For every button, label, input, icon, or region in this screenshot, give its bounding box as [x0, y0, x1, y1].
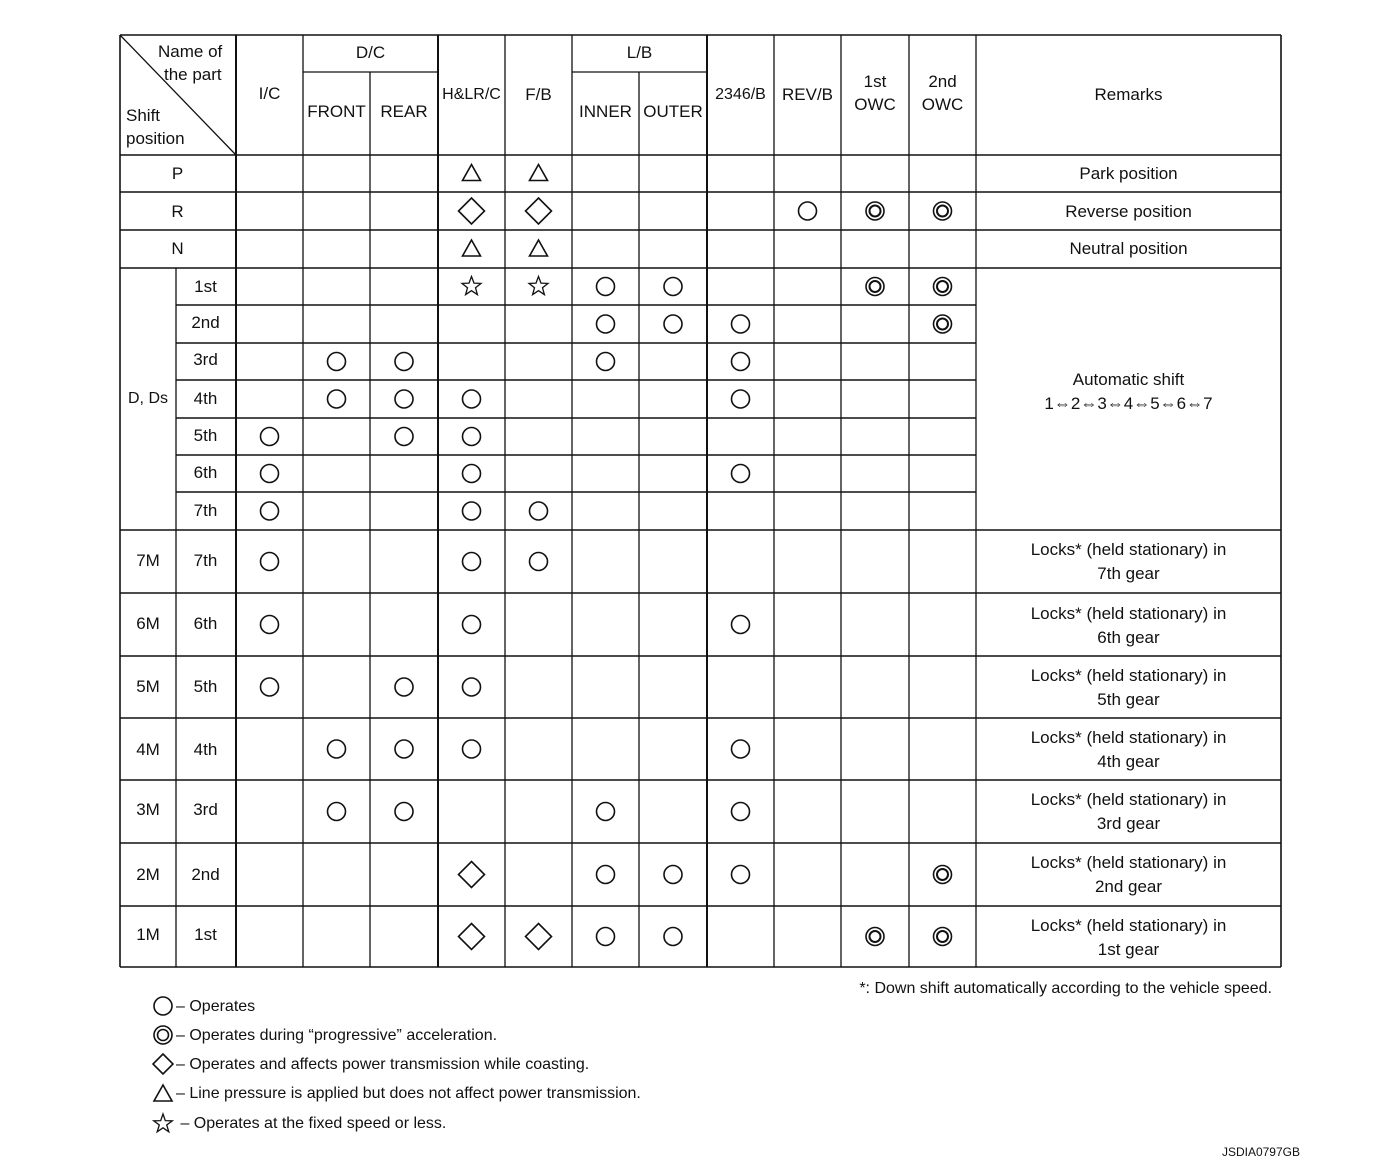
circle-symbol — [328, 390, 346, 408]
circle-symbol — [395, 390, 413, 408]
remark-3m: Locks* (held stationary) in 3rd gear — [1030, 790, 1227, 833]
corner-part-label: Name of the part — [158, 42, 223, 84]
legend-triangle: – Line pressure is applied but does not affect power transmission. — [152, 1084, 641, 1104]
double-symbol — [934, 866, 952, 884]
remark-automatic-shift: Automatic shift 1⇔2⇔3⇔4⇔5⇔6⇔7 — [1044, 370, 1213, 413]
circle-symbol — [328, 353, 346, 371]
circle-symbol — [261, 678, 279, 696]
circle-symbol — [732, 866, 750, 884]
circle-symbol — [597, 315, 615, 333]
row-label-d-5th: 5th — [193, 426, 218, 445]
row-label-4m-4th: 4th — [193, 740, 218, 759]
star-icon — [152, 1112, 176, 1132]
diamond-symbol — [526, 924, 552, 950]
circle-symbol — [799, 202, 817, 220]
circle-symbol — [261, 428, 279, 446]
row-label-d-2nd: 2nd — [191, 313, 220, 332]
remark-6m: Locks* (held stationary) in 6th gear — [1030, 604, 1227, 647]
col-header-2346b: 2346/B — [715, 86, 766, 103]
row-label-d-3rd: 3rd — [193, 350, 218, 369]
row-group-4m: 4M — [136, 740, 160, 759]
row-label-7m-7th: 7th — [193, 551, 218, 570]
circle-symbol — [732, 315, 750, 333]
diamond-symbol — [459, 862, 485, 888]
diamond-symbol — [459, 198, 485, 224]
circle-symbol — [395, 428, 413, 446]
double-symbol — [866, 928, 884, 946]
circle-symbol — [530, 553, 548, 571]
circle-symbol — [463, 616, 481, 634]
row-group-d-ds: D, Ds — [128, 390, 168, 407]
circle-symbol — [261, 616, 279, 634]
circle-symbol — [597, 353, 615, 371]
row-label-d-1st: 1st — [194, 277, 217, 296]
circle-symbol — [597, 866, 615, 884]
col-header-hlrc: H&LR/C — [442, 86, 501, 103]
remark-neutral: Neutral position — [1069, 239, 1188, 258]
circle-symbol — [463, 740, 481, 758]
star-symbol — [462, 277, 481, 295]
row-label-5m-5th: 5th — [193, 677, 218, 696]
remark-park: Park position — [1079, 164, 1178, 183]
star-symbol — [529, 277, 548, 295]
circle-symbol — [261, 465, 279, 483]
remark-2m: Locks* (held stationary) in 2nd gear — [1030, 853, 1227, 896]
circle-symbol — [463, 678, 481, 696]
double-symbol — [934, 315, 952, 333]
remark-5m: Locks* (held stationary) in 5th gear — [1030, 666, 1227, 709]
circle-symbol — [597, 803, 615, 821]
remark-4m: Locks* (held stationary) in 4th gear — [1030, 728, 1227, 771]
circle-symbol — [328, 740, 346, 758]
col-header-dc: D/C — [355, 43, 386, 62]
circle-symbol — [664, 928, 682, 946]
figure-code: JSDIA0797GB — [1221, 1145, 1300, 1159]
circle-symbol — [664, 866, 682, 884]
legend-double-circle: – Operates during “progressive” acceleration. — [152, 1026, 497, 1046]
triangle-symbol — [530, 240, 548, 256]
circle-symbol — [732, 740, 750, 758]
row-group-3m: 3M — [136, 800, 160, 819]
circle-symbol — [463, 502, 481, 520]
col-header-revb: REV/B — [781, 85, 834, 104]
legend-circle: – Operates — [152, 997, 255, 1017]
circle-symbol — [732, 353, 750, 371]
triangle-symbol — [463, 165, 481, 181]
double-circle-icon — [152, 1024, 176, 1044]
row-group-6m: 6M — [136, 614, 160, 633]
circle-symbol — [732, 465, 750, 483]
circle-symbol — [261, 502, 279, 520]
footnote: *: Down shift automatically according to the vehicle speed. — [859, 980, 1272, 997]
legend-star: – Operates at the fixed speed or less. — [152, 1114, 446, 1134]
row-label-d-4th: 4th — [193, 389, 218, 408]
circle-symbol — [395, 353, 413, 371]
col-header-remarks: Remarks — [1094, 85, 1163, 104]
circle-symbol — [732, 390, 750, 408]
circle-symbol — [732, 803, 750, 821]
circle-symbol — [261, 553, 279, 571]
row-label-2m-2nd: 2nd — [191, 865, 220, 884]
circle-symbol — [328, 803, 346, 821]
row-label-p: P — [171, 164, 184, 183]
row-group-7m: 7M — [136, 551, 160, 570]
row-label-1m-1st: 1st — [194, 925, 217, 944]
col-header-ic: I/C — [258, 84, 281, 103]
row-group-5m: 5M — [136, 677, 160, 696]
row-label-d-6th: 6th — [193, 463, 218, 482]
circle-symbol — [463, 553, 481, 571]
row-label-6m-6th: 6th — [193, 614, 218, 633]
col-header-fb: F/B — [525, 85, 552, 104]
remark-1m: Locks* (held stationary) in 1st gear — [1030, 916, 1227, 959]
row-group-2m: 2M — [136, 865, 160, 884]
remark-7m: Locks* (held stationary) in 7th gear — [1030, 540, 1227, 583]
legend-diamond: – Operates and affects power transmission while coasting. — [152, 1055, 589, 1075]
triangle-symbol — [530, 165, 548, 181]
circle-symbol — [597, 278, 615, 296]
remark-reverse: Reverse position — [1065, 202, 1192, 221]
circle-symbol — [664, 278, 682, 296]
circle-symbol — [395, 740, 413, 758]
diamond-icon — [152, 1053, 176, 1073]
circle-symbol — [664, 315, 682, 333]
row-label-3m-3rd: 3rd — [193, 800, 218, 819]
diamond-symbol — [459, 924, 485, 950]
double-symbol — [866, 202, 884, 220]
col-header-lb-inner: INNER — [579, 102, 632, 121]
circle-symbol — [530, 502, 548, 520]
col-header-1st-owc: 1st OWC — [854, 72, 896, 114]
triangle-symbol — [463, 240, 481, 256]
circle-symbol — [395, 803, 413, 821]
circle-symbol — [463, 390, 481, 408]
row-label-n: N — [171, 239, 184, 258]
col-header-lb-outer: OUTER — [643, 102, 703, 121]
double-symbol — [934, 278, 952, 296]
corner-shift-label: Shift position — [126, 106, 185, 148]
circle-symbol — [597, 928, 615, 946]
triangle-icon — [152, 1082, 176, 1102]
circle-symbol — [463, 428, 481, 446]
col-header-2nd-owc: 2nd OWC — [921, 72, 964, 114]
col-header-dc-front: FRONT — [307, 102, 366, 121]
circle-symbol — [732, 616, 750, 634]
double-symbol — [934, 202, 952, 220]
circle-symbol — [463, 465, 481, 483]
col-header-dc-rear: REAR — [380, 102, 428, 121]
row-label-d-7th: 7th — [193, 501, 218, 520]
circle-symbol — [395, 678, 413, 696]
double-symbol — [934, 928, 952, 946]
double-symbol — [866, 278, 884, 296]
row-group-1m: 1M — [136, 925, 160, 944]
row-label-r: R — [171, 202, 184, 221]
col-header-lb: L/B — [626, 43, 653, 62]
diamond-symbol — [526, 198, 552, 224]
circle-icon — [152, 995, 176, 1015]
